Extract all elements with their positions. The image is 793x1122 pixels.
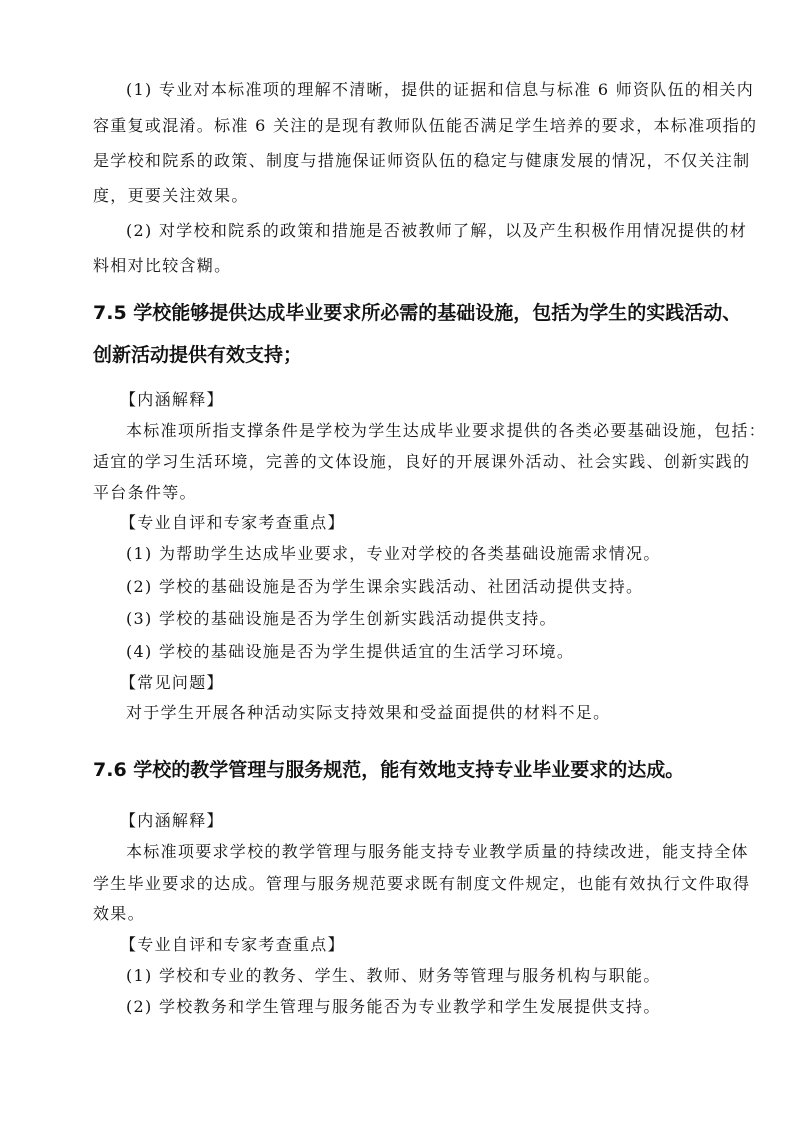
connotation-label: 【内涵解释】	[120, 390, 224, 409]
text-line: 适宜的学习生活环境，完善的文体设施，良好的开展课外活动、社会实践、创新实践的	[93, 452, 751, 471]
text-line: 本标准项要求学校的教学管理与服务能支持专业教学质量的持续改进，能支持全体	[126, 842, 749, 861]
focus-item: (2) 学校教务和学生管理与服务能否为专业教学和学生发展提供支持。	[126, 997, 661, 1016]
text-line: 料相对比较含糊。	[93, 256, 232, 275]
section-heading: 7.6 学校的教学管理与服务规范，能有效地支持专业毕业要求的达成。	[93, 759, 685, 781]
text-line: 效果。	[93, 904, 145, 923]
focus-item: (1) 为帮助学生达成毕业要求，专业对学校的各类基础设施需求情况。	[126, 544, 661, 563]
text-line: 本标准项所指支撑条件是学校为学生达成毕业要求提供的各类必要基础设施，包括：	[126, 421, 767, 440]
text-line: 容重复或混淆。标准 6 关注的是现有教师队伍能否满足学生培养的要求，本标准项指的	[93, 116, 758, 135]
text-line: 是学校和院系的政策、制度与措施保证师资队伍的稳定与健康发展的情况，不仅关注制	[93, 151, 751, 170]
focus-label: 【专业自评和专家考查重点】	[120, 935, 345, 954]
text-line: (2) 对学校和院系的政策和措施是否被教师了解，以及产生积极作用情况提供的材	[126, 221, 748, 240]
text-line: 度，更要关注效果。	[93, 186, 249, 205]
issues-label: 【常见问题】	[120, 673, 224, 692]
connotation-label: 【内涵解释】	[120, 811, 224, 830]
section-heading: 创新活动提供有效支持；	[93, 344, 303, 366]
focus-label: 【专业自评和专家考查重点】	[120, 513, 345, 532]
focus-item: (2) 学校的基础设施是否为学生课余实践活动、社团活动提供支持。	[126, 577, 644, 596]
text-line: (1) 专业对本标准项的理解不清晰，提供的证据和信息与标准 6 师资队伍的相关内	[126, 80, 755, 99]
section-heading: 7.5 学校能够提供达成毕业要求所必需的基础设施，包括为学生的实践活动、	[93, 302, 742, 324]
text-line: 学生毕业要求的达成。管理与服务规范要求既有制度文件规定，也能有效执行文件取得	[93, 874, 751, 893]
focus-item: (3) 学校的基础设施是否为学生创新实践活动提供支持。	[126, 609, 557, 628]
issues-text: 对于学生开展各种活动实际支持效果和受益面提供的材料不足。	[126, 703, 611, 722]
text-line: 平台条件等。	[93, 483, 197, 502]
focus-item: (4) 学校的基础设施是否为学生提供适宜的生活学习环境。	[126, 642, 575, 661]
focus-item: (1) 学校和专业的教务、学生、教师、财务等管理与服务机构与职能。	[126, 966, 661, 985]
